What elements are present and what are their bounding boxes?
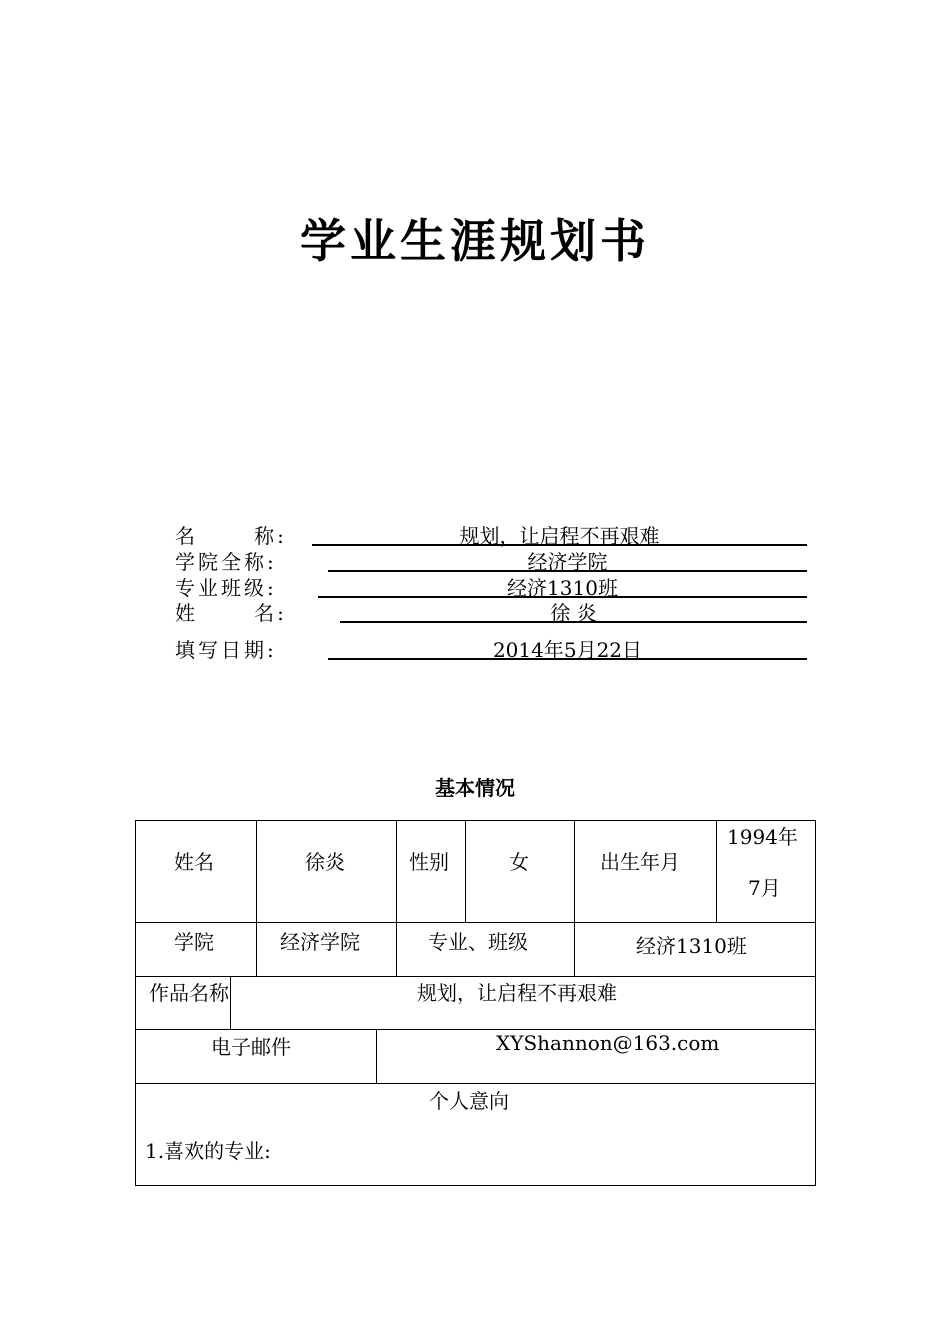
cell-work-value xyxy=(230,976,815,1029)
info-label: 姓 名: xyxy=(175,601,287,625)
email-label: 电子邮件 xyxy=(211,1035,291,1059)
document-title: 学业生涯规划书 xyxy=(300,214,650,268)
info-underline xyxy=(328,546,807,572)
info-label: 填写日期: xyxy=(175,638,277,662)
major-value: 经济1310班 xyxy=(636,934,747,958)
section-title: 基本情况 xyxy=(435,776,515,800)
cell-email-label xyxy=(135,1029,376,1083)
college-label: 学院 xyxy=(174,930,214,954)
cell-major-value xyxy=(574,922,815,976)
gender-label: 性别 xyxy=(409,850,449,874)
info-row-person xyxy=(0,597,950,623)
info-label: 学院全称: xyxy=(175,550,277,574)
cell-birth-label xyxy=(574,820,716,922)
cell-name-value xyxy=(256,820,396,922)
info-value: 经济1310班 xyxy=(507,576,618,600)
intent-title: 个人意向 xyxy=(429,1089,509,1113)
birth-month: 7月 xyxy=(748,876,781,900)
gender-value: 女 xyxy=(509,850,529,874)
info-value: 规划，让启程不再艰难 xyxy=(459,524,660,548)
info-row-college xyxy=(0,546,950,572)
intent-item: 1.喜欢的专业: xyxy=(145,1139,271,1163)
cell-email-value xyxy=(376,1029,815,1083)
info-value: 2014年5月22日 xyxy=(492,638,643,662)
cell-intent xyxy=(135,1083,815,1185)
cell-work-label xyxy=(135,976,230,1029)
info-underline xyxy=(340,597,807,623)
info-label: 名 称: xyxy=(175,524,287,548)
work-label: 作品名称 xyxy=(149,981,229,1005)
cell-name-label xyxy=(135,820,256,922)
info-value: 徐 炎 xyxy=(550,601,597,625)
basic-info-table xyxy=(135,820,815,1185)
name-label: 姓名 xyxy=(174,850,214,874)
college-value: 经济学院 xyxy=(280,930,360,954)
info-row-major xyxy=(0,572,950,598)
cell-major-label xyxy=(396,922,574,976)
info-row-name xyxy=(0,520,950,546)
info-underline xyxy=(328,634,807,660)
info-row-date xyxy=(0,634,950,660)
table-bottom-border xyxy=(135,1185,816,1186)
info-underline xyxy=(312,520,807,546)
major-label: 专业、班级 xyxy=(428,930,528,954)
table-right-border xyxy=(815,820,816,1185)
birth-year: 1994年 xyxy=(727,825,798,849)
cell-birth-value xyxy=(716,820,815,922)
birth-label: 出生年月 xyxy=(600,850,680,874)
info-label: 专业班级: xyxy=(175,576,277,600)
cell-gender-value xyxy=(465,820,574,922)
cell-college-value xyxy=(256,922,396,976)
cell-college-label xyxy=(135,922,256,976)
info-underline xyxy=(318,572,807,598)
work-value: 规划，让启程不再艰难 xyxy=(417,981,617,1005)
name-value: 徐炎 xyxy=(305,850,345,874)
email-value: XYShannon@163.com xyxy=(496,1031,720,1055)
info-value: 经济学院 xyxy=(527,550,608,574)
